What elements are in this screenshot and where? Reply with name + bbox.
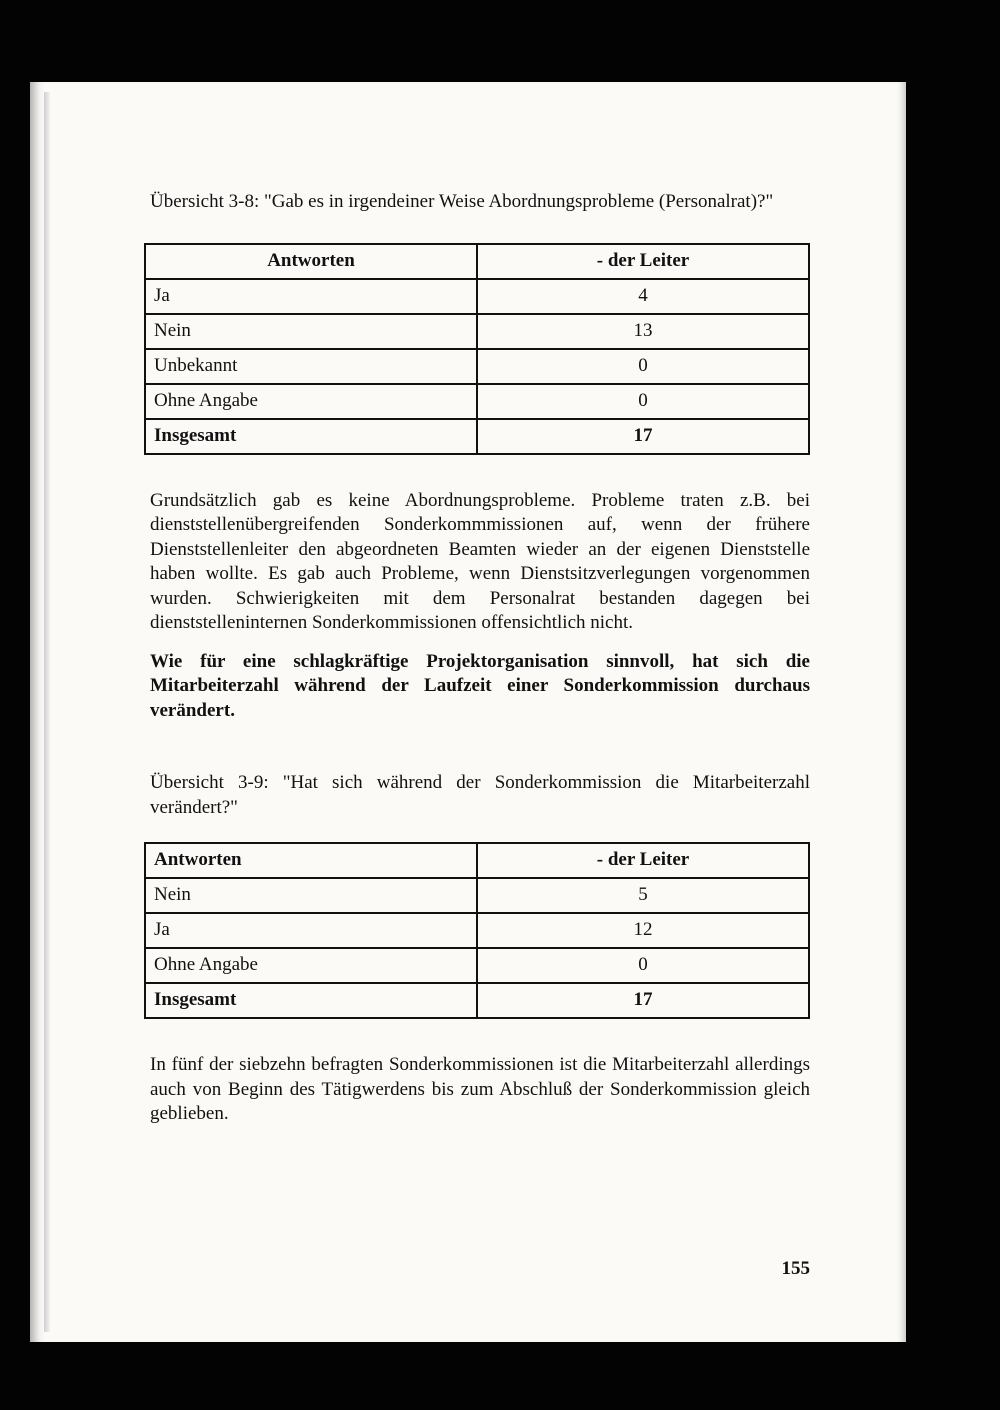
table2-header-row [145,843,809,878]
table-cell-label: Ja [145,279,477,314]
table1-caption: Übersicht 3-8: "Gab es in irgendeiner Weise Abordnungsprobleme (Personalrat)?" [150,191,774,212]
paragraph-1: Grundsätzlich gab es keine Abordnungsprobleme. Probleme traten z.B. bei dienststellenübergreifenden Sonderkommmissionen auf, wenn der frühere Dienststellenleiter den abgeordneten Beamten wieder an der eigenen Dienststelle haben wollte. Es gab auch Probleme, wenn Dienstsitzverlegungen vorgenommen wurden. Schwierigkeiten mit dem Personalrat bestanden dagegen bei dienststelleninternen Sonderkommissionen offensichtlich nicht. [150,489,810,633]
table-cell-label: Unbekannt [145,349,477,384]
table-cell-value: 0 [477,948,809,983]
table-cell-total-value: 17 [477,419,809,454]
table-row [145,349,809,384]
table2-header-leiter: - der Leiter [477,843,809,878]
table-cell-label: Nein [145,878,477,913]
table-row [145,279,809,314]
table2 [144,842,810,1019]
table1-total-row [145,419,809,454]
page-content [150,190,810,1127]
table-cell-label: Ja [145,913,477,948]
table-cell-total-value: 17 [477,983,809,1018]
table-cell-total-label: Insgesamt [145,419,477,454]
paragraph-2-bold: Wie für eine schlagkräftige Projektorganisation sinnvoll, hat sich die Mitarbeiterzahl während der Laufzeit einer Sonderkommission durchaus verändert. [150,650,810,721]
table-cell-value: 0 [477,384,809,419]
table1-header-leiter: - der Leiter [477,244,809,279]
table-row [145,384,809,419]
table2-header-antworten: Antworten [145,843,477,878]
table-cell-label: Ohne Angabe [145,948,477,983]
table-row [145,948,809,983]
table1-header-row [145,244,809,279]
table-row [145,314,809,349]
table-cell-value: 12 [477,913,809,948]
table-cell-value: 0 [477,349,809,384]
table1 [144,243,810,455]
table2-total-row [145,983,809,1018]
page-number: 155 [781,1258,810,1279]
table-cell-label: Ohne Angabe [145,384,477,419]
table-cell-value: 5 [477,878,809,913]
table-cell-value: 13 [477,314,809,349]
table-row [145,878,809,913]
table1-header-antworten: Antworten [145,244,477,279]
paragraph-3: In fünf der siebzehn befragten Sonderkommissionen ist die Mitarbeiterzahl allerdings auch von Beginn des Tätigwerdens bis zum Abschluß der Sonderkommission gleich geblieben. [150,1054,810,1124]
table2-caption: Übersicht 3-9: "Hat sich während der Sonderkommission die Mitarbeiterzahl verändert?" [150,772,810,818]
table-cell-total-label: Insgesamt [145,983,477,1018]
table-cell-value: 4 [477,279,809,314]
table-cell-label: Nein [145,314,477,349]
page-spine [44,92,50,1332]
table-row [145,913,809,948]
